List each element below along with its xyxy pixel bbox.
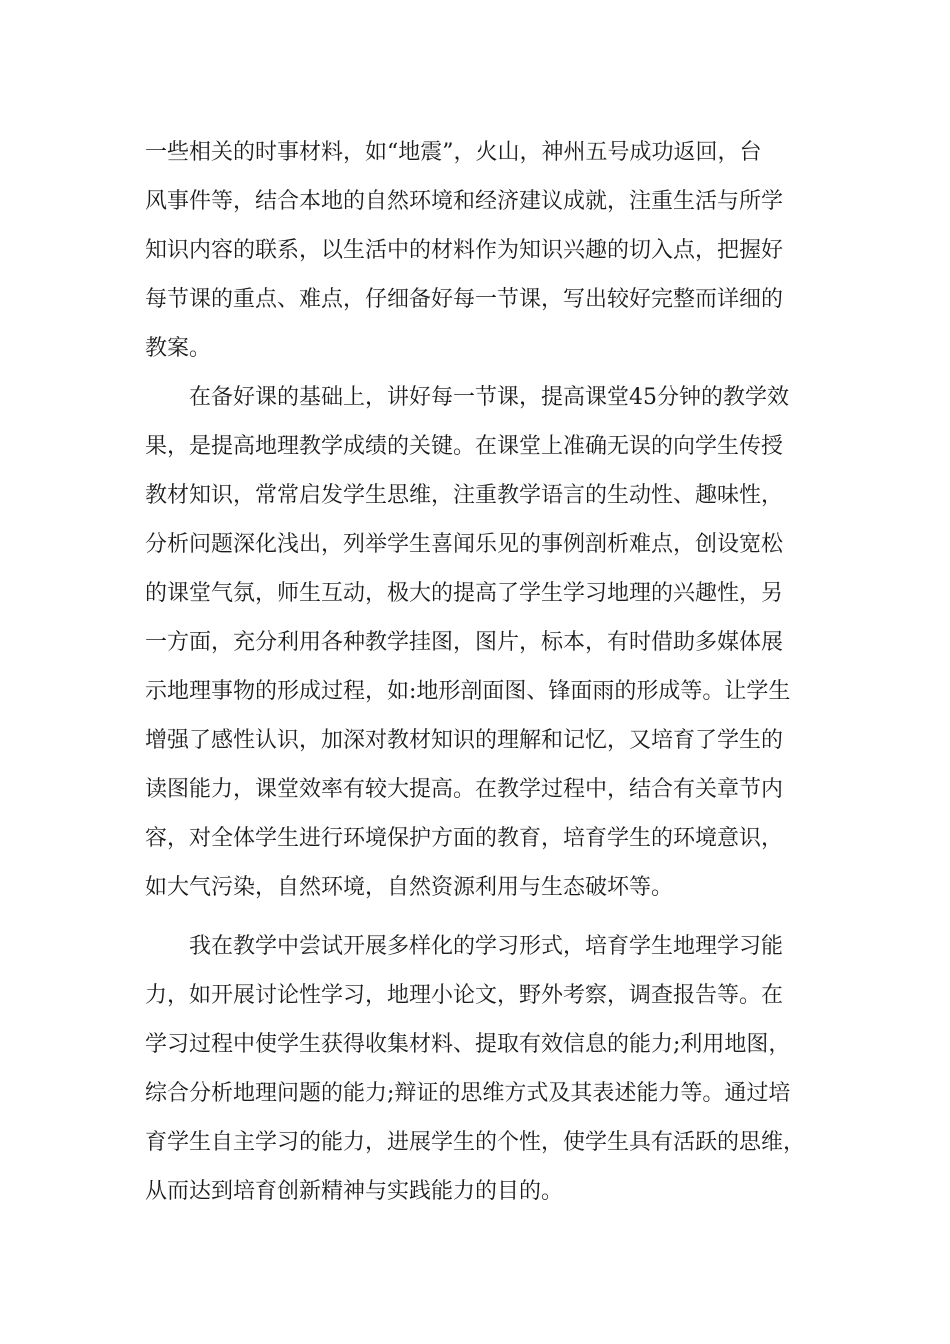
text-line: 果，是提高地理教学成绩的关键。在课堂上准确无误的向学生传授 — [145, 434, 784, 459]
text-line: 如大气污染，自然环境，自然资源利用与生态破坏等。 — [145, 875, 674, 900]
text-line: 力，如开展讨论性学习，地理小论文，野外考察，调查报告等。在 — [145, 983, 784, 1008]
text-line: 一方面，充分利用各种教学挂图，图片，标本，有时借助多媒体展 — [145, 630, 784, 655]
text-line: 教案。 — [145, 336, 212, 361]
text-line: 从而达到培育创新精神与实践能力的目的。 — [145, 1179, 564, 1204]
text-line: 我在教学中尝试开展多样化的学习形式，培育学生地理学习能 — [189, 934, 784, 959]
text-line: 容，对全体学生进行环境保护方面的教育，培育学生的环境意识， — [145, 826, 784, 851]
text-line: 学习过程中使学生获得收集材料、提取有效信息的能力;利用地图， — [145, 1032, 791, 1057]
text-line: 每节课的重点、难点，仔细备好每一节课，写出较好完整而详细的 — [145, 287, 784, 312]
text-line: 综合分析地理问题的能力;辩证的思维方式及其表述能力等。通过培 — [145, 1081, 791, 1106]
text-line: 增强了感性认识，加深对教材知识的理解和记忆，又培育了学生的 — [145, 728, 784, 753]
text-line: 教材知识，常常启发学生思维，注重教学语言的生动性、趣味性， — [145, 483, 784, 508]
text-line: 的课堂气氛，师生互动，极大的提高了学生学习地理的兴趣性，另 — [145, 581, 784, 606]
text-line: 一些相关的时事材料，如“地震”，火山，神州五号成功返回，台 — [145, 140, 762, 165]
text-line: 在备好课的基础上，讲好每一节课，提高课堂45分钟的教学效 — [189, 385, 789, 410]
text-line: 读图能力，课堂效率有较大提高。在教学过程中，结合有关章节内 — [145, 777, 784, 802]
text-line: 风事件等，结合本地的自然环境和经济建议成就，注重生活与所学 — [145, 189, 784, 214]
text-line: 知识内容的联系，以生活中的材料作为知识兴趣的切入点，把握好 — [145, 238, 784, 263]
text-line: 分析问题深化浅出，列举学生喜闻乐见的事例剖析难点，创设宽松 — [145, 532, 784, 557]
text-line: 育学生自主学习的能力，进展学生的个性，使学生具有活跃的思维， — [145, 1130, 806, 1155]
text-line: 示地理事物的形成过程，如:地形剖面图、锋面雨的形成等。让学生 — [145, 679, 791, 704]
